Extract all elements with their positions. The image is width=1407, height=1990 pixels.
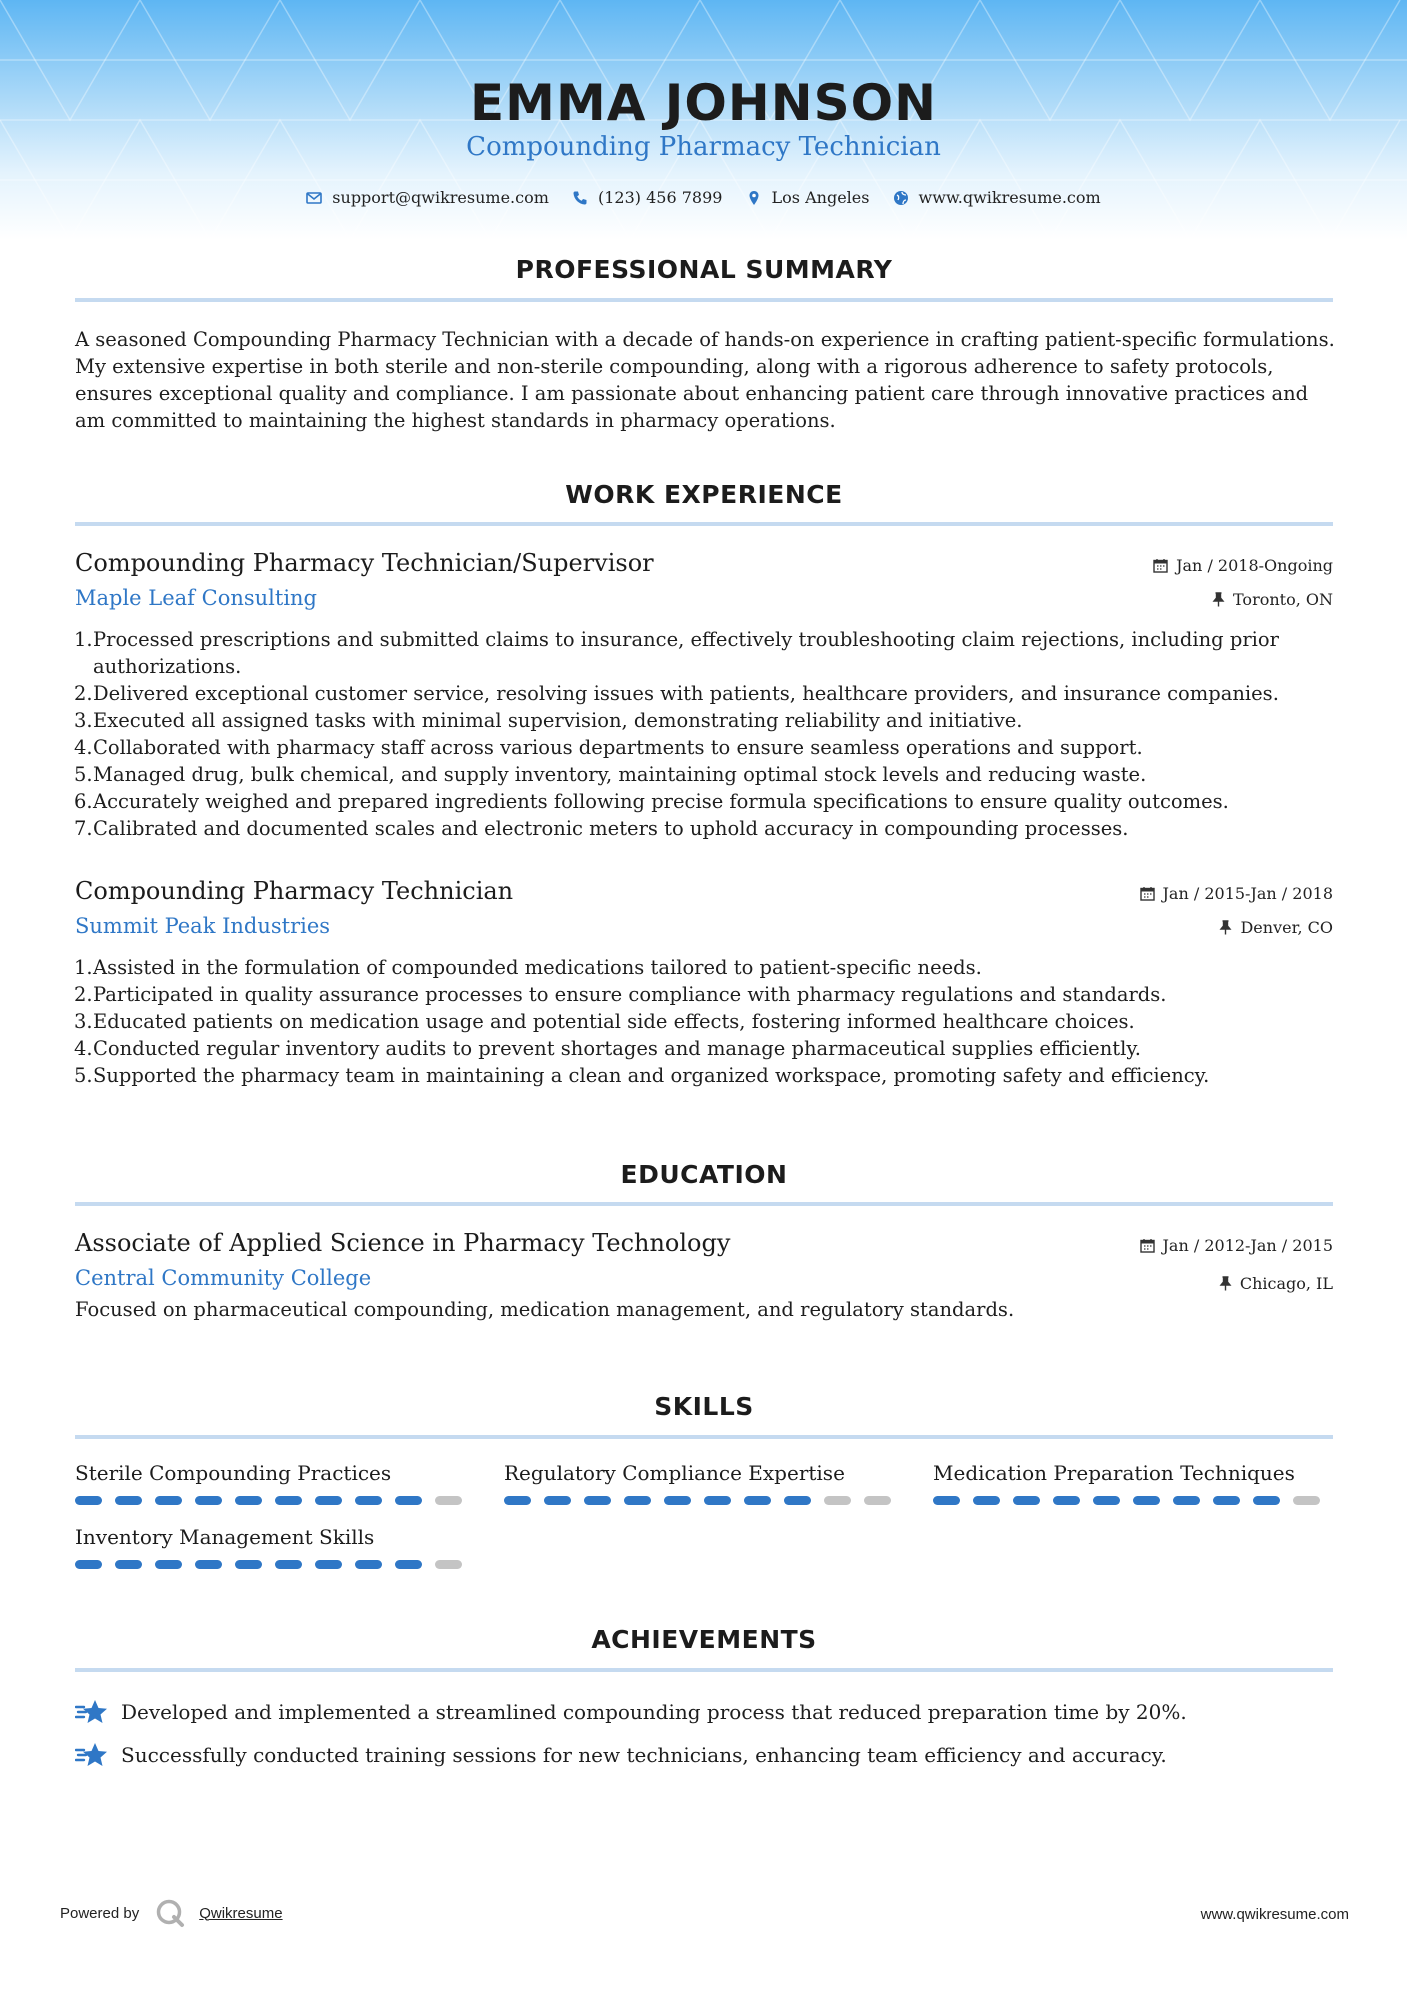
contact-email[interactable] [306, 188, 549, 207]
list-item: 5. Supported the pharmacy team in maintaining a clean and organized workspace, promoting safety and efficiency. [74, 1064, 1210, 1087]
job-bullets [75, 954, 1333, 1089]
skills-heading: SKILLS [654, 1392, 754, 1421]
list-item: 7. Calibrated and documented scales and electronic meters to uphold accuracy in compounding processes. [74, 817, 1129, 840]
job-date [1153, 556, 1333, 575]
powered-by [60, 1898, 283, 1928]
achievements-list [75, 1690, 1333, 1776]
achievement-text: Successfully conducted training sessions for new technicians, enhancing team efficiency and accuracy. [121, 1742, 1167, 1767]
job-location-text: Toronto, ON [1233, 590, 1333, 609]
rating-dash-filled [75, 1496, 102, 1505]
rating-dash-filled [973, 1496, 1000, 1505]
globe-icon [893, 190, 909, 206]
education-description: Focused on pharmaceutical compounding, medication management, and regulatory standards. [75, 1298, 1015, 1321]
rating-dash-filled [315, 1496, 342, 1505]
rating-dash-filled [1053, 1496, 1080, 1505]
phone-icon [572, 190, 588, 206]
calendar-icon [1140, 886, 1155, 901]
rating-dash-filled [315, 1560, 342, 1569]
achievement-item [75, 1690, 1333, 1733]
summary-rule [75, 298, 1333, 302]
skill-item [933, 1460, 1333, 1505]
contact-email-text: support@qwikresume.com [332, 188, 549, 207]
list-item: 4. Collaborated with pharmacy staff across various departments to ensure seamless operations and support. [74, 736, 1143, 759]
contact-phone-text: (123) 456 7899 [597, 188, 723, 207]
skill-item [504, 1460, 904, 1505]
rating-dash-empty [864, 1496, 891, 1505]
rating-dash-filled [584, 1496, 611, 1505]
pushpin-icon [1219, 920, 1232, 935]
powered-by-label: Powered by [60, 1904, 140, 1922]
job-date [1140, 884, 1333, 903]
rating-dash-filled [115, 1496, 142, 1505]
qwikresume-logo-icon [155, 1898, 185, 1928]
achievements-rule [75, 1668, 1333, 1672]
school-name: Central Community College [75, 1266, 372, 1290]
job-company: Summit Peak Industries [75, 914, 331, 938]
calendar-icon [1140, 1238, 1155, 1253]
contact-location-text: Los Angeles [771, 188, 870, 207]
rating-dash-empty [435, 1560, 462, 1569]
footer-url[interactable]: www.qwikresume.com [1200, 1906, 1349, 1923]
job-location [1212, 590, 1333, 609]
rating-dash-empty [1293, 1496, 1320, 1505]
candidate-title: Compounding Pharmacy Technician [466, 132, 941, 162]
job-date-text: Jan / 2015-Jan / 2018 [1162, 884, 1333, 903]
rating-dash-filled [1213, 1496, 1240, 1505]
calendar-icon [1153, 558, 1168, 573]
rating-dash-filled [195, 1560, 222, 1569]
skill-rating [933, 1496, 1333, 1505]
list-item: 6. Accurately weighed and prepared ingredients following precise formula specifications to ensure quality outcomes. [74, 790, 1229, 813]
qwikresume-link[interactable]: Qwikresume [199, 1904, 283, 1922]
list-item: 1. Processed prescriptions and submitted claims to insurance, effectively troubleshooting claim rejections, including prior authorizations. [74, 628, 1279, 678]
list-item: 1. Assisted in the formulation of compounded medications tailored to patient-specific needs. [74, 956, 982, 979]
job-title: Compounding Pharmacy Technician/Supervisor [75, 549, 654, 577]
list-item: 5. Managed drug, bulk chemical, and supply inventory, maintaining optimal stock levels and reducing waste. [74, 763, 1147, 786]
achievements-heading: ACHIEVEMENTS [591, 1625, 817, 1654]
list-item: 2. Participated in quality assurance processes to ensure compliance with pharmacy regulations and standards. [74, 983, 1167, 1006]
rating-dash-filled [624, 1496, 651, 1505]
list-item: 4. Conducted regular inventory audits to prevent shortages and manage pharmaceutical supplies efficiently. [74, 1037, 1141, 1060]
education-location-text: Chicago, IL [1239, 1274, 1333, 1293]
rating-dash-empty [824, 1496, 851, 1505]
rating-dash-filled [933, 1496, 960, 1505]
rating-dash-filled [744, 1496, 771, 1505]
rating-dash-filled [275, 1496, 302, 1505]
rating-dash-filled [195, 1496, 222, 1505]
education-date-text: Jan / 2012-Jan / 2015 [1162, 1236, 1333, 1255]
contact-website[interactable] [893, 188, 1101, 207]
degree-title: Associate of Applied Science in Pharmacy Technology [75, 1229, 731, 1257]
rating-dash-filled [784, 1496, 811, 1505]
achievement-item [75, 1733, 1333, 1776]
rating-dash-filled [235, 1560, 262, 1569]
star-icon [75, 1698, 109, 1726]
skills-rule [75, 1435, 1333, 1439]
contact-phone[interactable] [572, 188, 722, 207]
pushpin-icon [1212, 592, 1225, 607]
skill-item [75, 1460, 475, 1505]
skill-name: Regulatory Compliance Expertise [504, 1461, 845, 1485]
rating-dash-filled [275, 1560, 302, 1569]
education-entry [75, 1228, 1333, 1323]
rating-dash-filled [235, 1496, 262, 1505]
skill-rating [75, 1496, 475, 1505]
skill-name: Medication Preparation Techniques [933, 1461, 1295, 1485]
rating-dash-filled [395, 1560, 422, 1569]
candidate-name: EMMA JOHNSON [470, 74, 937, 132]
rating-dash-filled [544, 1496, 571, 1505]
map-marker-icon [746, 190, 762, 206]
envelope-icon [306, 190, 322, 206]
rating-dash-filled [1253, 1496, 1280, 1505]
experience-rule [75, 522, 1333, 526]
rating-dash-filled [155, 1496, 182, 1505]
job-entry [75, 876, 1333, 1089]
pushpin-icon [1219, 1276, 1232, 1291]
list-item: 3. Executed all assigned tasks with minimal supervision, demonstrating reliability and initiative. [74, 709, 1023, 732]
rating-dash-filled [504, 1496, 531, 1505]
rating-dash-filled [155, 1560, 182, 1569]
rating-dash-filled [355, 1560, 382, 1569]
skill-rating [75, 1560, 475, 1569]
job-title: Compounding Pharmacy Technician [75, 877, 514, 905]
education-date [1140, 1236, 1333, 1255]
skill-name: Sterile Compounding Practices [75, 1461, 392, 1485]
rating-dash-filled [395, 1496, 422, 1505]
rating-dash-filled [1173, 1496, 1200, 1505]
job-company: Maple Leaf Consulting [75, 586, 318, 610]
rating-dash-filled [1013, 1496, 1040, 1505]
job-location-text: Denver, CO [1240, 918, 1333, 937]
rating-dash-empty [435, 1496, 462, 1505]
star-icon [75, 1741, 109, 1769]
list-item: 2. Delivered exceptional customer service, resolving issues with patients, healthcare providers, and insurance companies. [74, 682, 1279, 705]
skill-name: Inventory Management Skills [75, 1525, 375, 1549]
achievement-text: Developed and implemented a streamlined compounding process that reduced preparation time by 20%. [121, 1699, 1187, 1724]
summary-heading: PROFESSIONAL SUMMARY [515, 255, 893, 284]
rating-dash-filled [75, 1560, 102, 1569]
list-item: 3. Educated patients on medication usage and potential side effects, fostering informed healthcare choices. [74, 1010, 1135, 1033]
rating-dash-filled [664, 1496, 691, 1505]
job-location [1219, 918, 1333, 937]
education-rule [75, 1202, 1333, 1206]
summary-text: A seasoned Compounding Pharmacy Technician with a decade of hands-on experience in crafting patient-specific formulations. My extensive expertise in both sterile and non-sterile compounding, along with a rigorous adherence to safety protocols, ensures exceptional quality and compliance. I am passionate about enhancing patient care through innovative practices and am committed to maintaining the highest standards in pharmacy operations. [75, 328, 1335, 432]
rating-dash-filled [1093, 1496, 1120, 1505]
rating-dash-filled [355, 1496, 382, 1505]
contact-website-text: www.qwikresume.com [918, 188, 1101, 207]
rating-dash-filled [115, 1560, 142, 1569]
rating-dash-filled [704, 1496, 731, 1505]
education-location [1219, 1274, 1333, 1293]
contact-bar [0, 188, 1407, 210]
job-entry [75, 548, 1333, 842]
job-date-text: Jan / 2018-Ongoing [1176, 556, 1333, 575]
skill-item [75, 1524, 475, 1569]
education-heading: EDUCATION [620, 1160, 788, 1189]
rating-dash-filled [1133, 1496, 1160, 1505]
skill-rating [504, 1496, 904, 1505]
experience-heading: WORK EXPERIENCE [565, 480, 843, 509]
job-bullets [75, 626, 1333, 842]
contact-location [746, 188, 870, 207]
